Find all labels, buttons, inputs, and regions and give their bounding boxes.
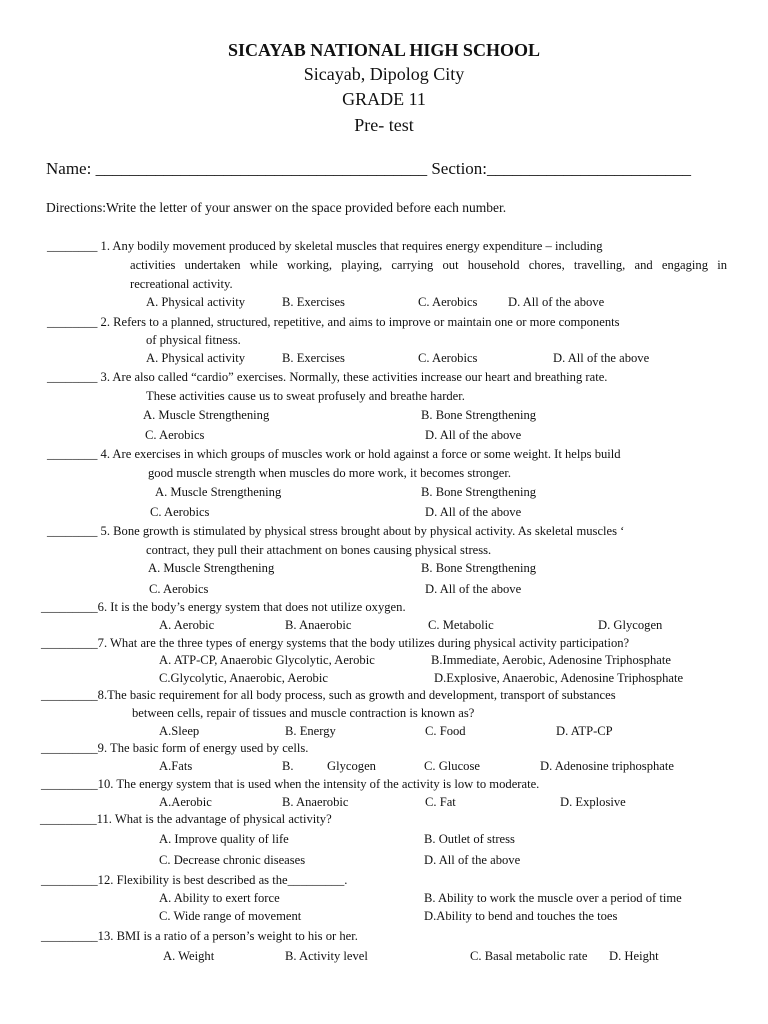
test-title: Pre- test — [354, 115, 414, 135]
question-text: _________9. The basic form of energy used by cells. — [41, 741, 309, 755]
question-text: ________ 4. Are exercises in which groups of muscles work or hold against a force or some weight. It helps build — [47, 447, 621, 461]
choice-a: A. ATP-CP, Anaerobic Glycolytic, Aerobic — [159, 653, 375, 667]
choice-d: D.Ability to bend and touches the toes — [424, 909, 618, 923]
question-text: _________11. What is the advantage of physical activity? — [40, 812, 332, 826]
choice-b: B. Outlet of stress — [424, 832, 515, 846]
choice-b: B. Bone Strengthening — [421, 408, 537, 422]
choice-b: B. Bone Strengthening — [421, 485, 537, 499]
choice-c: C. Metabolic — [428, 618, 494, 632]
question-text: ________ 5. Bone growth is stimulated by physical stress brought about by physical activity. As skeletal muscles ‘ — [47, 524, 625, 538]
choice-b: B. Anaerobic — [282, 795, 349, 809]
choice-c: C. Basal metabolic rate — [470, 949, 588, 963]
grade-level: GRADE 11 — [342, 89, 426, 109]
choice-d: D. All of the above — [508, 295, 605, 309]
choice-d: D. All of the above — [425, 428, 522, 442]
choice-c: C.Glycolytic, Anaerobic, Aerobic — [159, 671, 328, 685]
choice-c: C. Glucose — [424, 759, 480, 773]
choice-c: C. Aerobics — [418, 351, 478, 365]
choice-c: C. Aerobics — [150, 505, 210, 519]
question-text: _________12. Flexibility is best described as the_________. — [41, 873, 348, 887]
question-text: _________10. The energy system that is used when the intensity of the activity is low to moderate. — [41, 777, 540, 791]
choice-c: C. Aerobics — [418, 295, 478, 309]
question-text: recreational activity. — [130, 277, 233, 291]
choice-a: A.Fats — [159, 759, 193, 773]
name-section-line[interactable]: Name: _______________________________________ Section:________________________ — [46, 159, 692, 178]
choice-a: A.Sleep — [159, 724, 200, 738]
question-text: contract, they pull their attachment on bones causing physical stress. — [146, 543, 492, 557]
question-text: ________ 3. Are also called “cardio” exercises. Normally, these activities increase our heart and breathing rate. — [47, 370, 608, 384]
choice-b: B. Activity level — [285, 949, 368, 963]
question-text: between cells, repair of tissues and muscle contraction is known as? — [132, 706, 475, 720]
question-text: of physical fitness. — [146, 333, 241, 347]
choice-b-text: Glycogen — [327, 759, 376, 773]
question-text: ________ 1. Any bodily movement produced by skeletal muscles that requires energy expenditure – including — [47, 239, 603, 253]
question-text: _________7. What are the three types of energy systems that the body utilizes during physical activity participation? — [41, 636, 630, 650]
choice-b: B. Anaerobic — [285, 618, 352, 632]
choice-d: D. Adenosine triphosphate — [540, 759, 674, 773]
choice-b: B.Immediate, Aerobic, Adenosine Triphosphate — [431, 653, 671, 667]
choice-b: B. Exercises — [282, 295, 345, 309]
question-text: ________ 2. Refers to a planned, structured, repetitive, and aims to improve or maintain one or more components — [47, 315, 620, 329]
choice-d: D. All of the above — [425, 582, 522, 596]
question-text: activities undertaken while working, playing, carrying out household chores, travelling, and engaging in — [130, 258, 727, 272]
choice-a: A. Weight — [163, 949, 215, 963]
choice-a: A. Muscle Strengthening — [143, 408, 270, 422]
question-text: _________13. BMI is a ratio of a person’s weight to his or her. — [41, 929, 358, 943]
choice-b: B. Ability to work the muscle over a period of time — [424, 891, 682, 905]
question-text: _________6. It is the body’s energy system that does not utilize oxygen. — [41, 600, 406, 614]
choice-d: D. Height — [609, 949, 659, 963]
choice-a: A. Muscle Strengthening — [148, 561, 275, 575]
choice-d: D.Explosive, Anaerobic, Adenosine Triphosphate — [434, 671, 684, 685]
choice-a: A. Muscle Strengthening — [155, 485, 282, 499]
choice-a: A.Aerobic — [159, 795, 212, 809]
choice-a: A. Aerobic — [159, 618, 215, 632]
choice-d: D. All of the above — [424, 853, 521, 867]
choice-d: D. ATP-CP — [556, 724, 613, 738]
choice-b: B. — [282, 759, 294, 773]
choice-a: A. Physical activity — [146, 295, 245, 309]
choice-d: D. All of the above — [553, 351, 650, 365]
choice-d: D. Explosive — [560, 795, 626, 809]
choice-a: A. Physical activity — [146, 351, 245, 365]
choice-b: B. Energy — [285, 724, 336, 738]
choice-b: B. Bone Strengthening — [421, 561, 537, 575]
choice-c: C. Aerobics — [149, 582, 209, 596]
choice-c: C. Wide range of movement — [159, 909, 302, 923]
choice-c: C. Aerobics — [145, 428, 205, 442]
choice-a: A. Ability to exert force — [159, 891, 280, 905]
choice-c: C. Decrease chronic diseases — [159, 853, 306, 867]
choice-d: D. All of the above — [425, 505, 522, 519]
choice-d: D. Glycogen — [598, 618, 663, 632]
question-text: good muscle strength when muscles do more work, it becomes stronger. — [148, 466, 512, 480]
choice-c: C. Food — [425, 724, 466, 738]
school-name: SICAYAB NATIONAL HIGH SCHOOL — [228, 40, 540, 60]
choice-c: C. Fat — [425, 795, 456, 809]
choice-a: A. Improve quality of life — [159, 832, 289, 846]
question-text: _________8.The basic requirement for all body process, such as growth and development, transport of substances — [41, 688, 616, 702]
school-location: Sicayab, Dipolog City — [303, 64, 465, 84]
question-text: These activities cause us to sweat profusely and breathe harder. — [146, 389, 465, 403]
choice-b: B. Exercises — [282, 351, 345, 365]
directions: Directions:Write the letter of your answer on the space provided before each number. — [46, 200, 507, 215]
